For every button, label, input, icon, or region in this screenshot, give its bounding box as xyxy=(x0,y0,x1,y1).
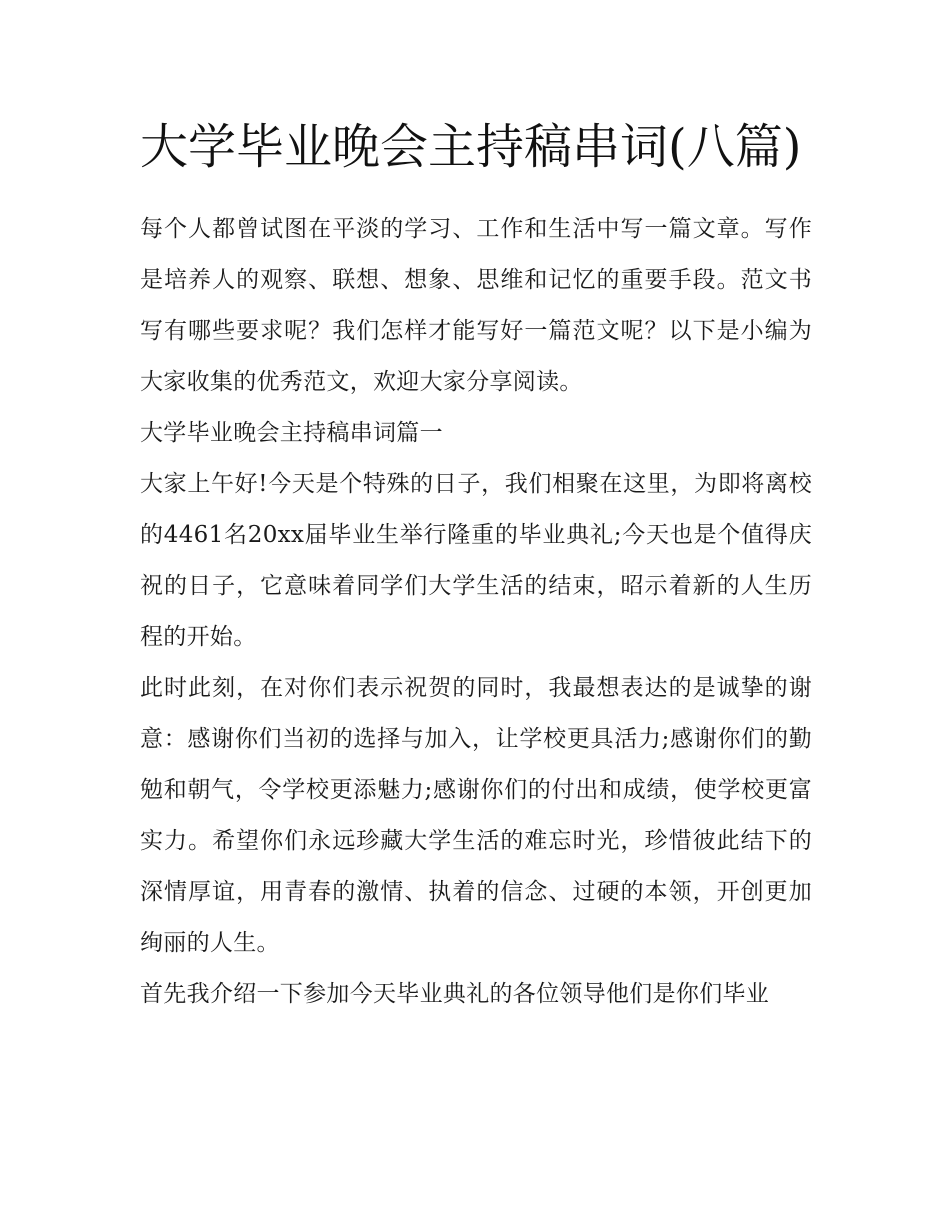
document-title: 大学毕业晚会主持稿串词(八篇) xyxy=(140,119,802,175)
section-heading: 大学毕业晚会主持稿串词篇一 xyxy=(140,420,443,446)
document-content xyxy=(140,112,812,1020)
body-paragraph: 大家上午好!今天是个特殊的日子，我们相聚在这里，为即将离校的4461名20xx届毕业生举行隆重的毕业典礼;今天也是个值得庆祝的日子，它意味着同学们大学生活的结束，昭示着新的人生历程的开始。 xyxy=(140,471,812,650)
body-paragraph: 首先我介绍一下参加今天毕业典礼的各位领导他们是你们毕业 xyxy=(140,981,770,1007)
intro-paragraph: 每个人都曾试图在平淡的学习、工作和生活中写一篇文章。写作是培养人的观察、联想、想象、思维和记忆的重要手段。范文书写有哪些要求呢？我们怎样才能写好一篇范文呢？以下是小编为大家收集的优秀范文，欢迎大家分享阅读。 xyxy=(140,216,812,395)
body-paragraph: 此时此刻，在对你们表示祝贺的同时，我最想表达的是诚挚的谢意：感谢你们当初的选择与加入，让学校更具活力;感谢你们的勤勉和朝气，令学校更添魅力;感谢你们的付出和成绩，使学校更富实力。希望你们永远珍藏大学生活的难忘时光，珍惜彼此结下的深情厚谊，用青春的激情、执着的信念、过硬的本领，开创更加绚丽的人生。 xyxy=(140,675,812,956)
